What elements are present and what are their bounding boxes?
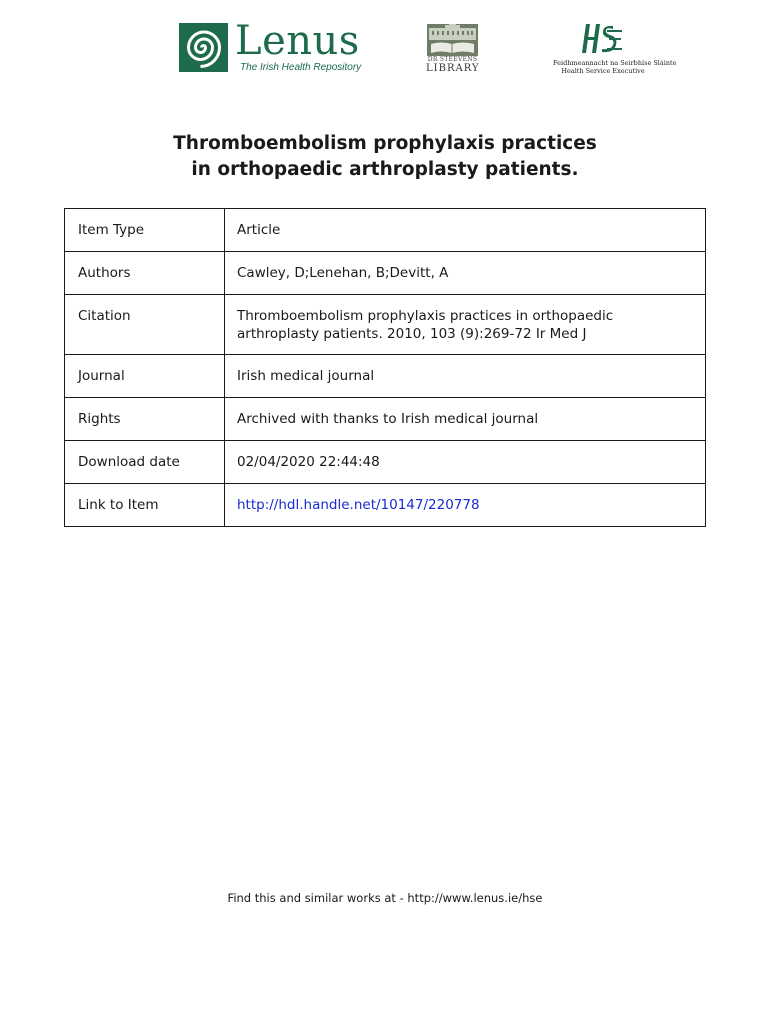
citation-line-1: Thromboembolism prophylaxis practices in orthopaedic: [237, 308, 614, 324]
metadata-row-rights: [65, 398, 706, 441]
metadata-row-download-date: [65, 441, 706, 484]
footer-note: Find this and similar works at - http://www.lenus.ie/hse: [227, 891, 543, 905]
metadata-label: Journal: [65, 355, 225, 398]
metadata-table: [64, 208, 706, 527]
hse-logo[interactable]: [553, 22, 677, 78]
lenus-tagline: The Irish Health Repository: [240, 62, 362, 73]
logo-strip: [0, 0, 770, 100]
metadata-row-link-to-item: [65, 484, 706, 527]
item-handle-link[interactable]: http://hdl.handle.net/10147/220778: [237, 497, 480, 513]
metadata-row-journal: [65, 355, 706, 398]
dr-steevens-library-logo[interactable]: [426, 24, 479, 76]
hse-english-name: Health Service Executive: [561, 67, 645, 75]
lenus-spiral-icon: [179, 23, 228, 72]
steevens-name: DR STEEVENS: [427, 56, 478, 63]
metadata-label: Link to Item: [65, 484, 225, 527]
metadata-value: [225, 295, 706, 355]
metadata-row-item-type: [65, 209, 706, 252]
lenus-wordmark: Lenus: [235, 18, 360, 64]
hse-monogram-icon: [577, 22, 623, 56]
metadata-label: Item Type: [65, 209, 225, 252]
hse-irish-name: Feidhmeannacht na Seirbhíse Sláinte: [553, 59, 677, 67]
library-building-icon: [427, 24, 478, 56]
metadata-label: Rights: [65, 398, 225, 441]
document-title-line-1: Thromboembolism prophylaxis practices: [173, 133, 597, 154]
steevens-library-word: LIBRARY: [426, 63, 480, 74]
metadata-value: Article: [225, 209, 706, 252]
metadata-value: Archived with thanks to Irish medical journal: [225, 398, 706, 441]
document-title-line-2: in orthopaedic arthroplasty patients.: [191, 159, 579, 180]
metadata-value: Cawley, D;Lenehan, B;Devitt, A: [225, 252, 706, 295]
metadata-label: Authors: [65, 252, 225, 295]
metadata-row-citation: [65, 295, 706, 355]
document-title: [0, 131, 770, 183]
metadata-value: Irish medical journal: [225, 355, 706, 398]
metadata-value: [225, 484, 706, 527]
citation-line-2: arthroplasty patients. 2010, 103 (9):269-72 Ir Med J: [237, 326, 587, 342]
lenus-logo[interactable]: [179, 18, 362, 75]
metadata-label: Citation: [65, 295, 225, 355]
metadata-label: Download date: [65, 441, 225, 484]
metadata-row-authors: [65, 252, 706, 295]
metadata-value: 02/04/2020 22:44:48: [225, 441, 706, 484]
